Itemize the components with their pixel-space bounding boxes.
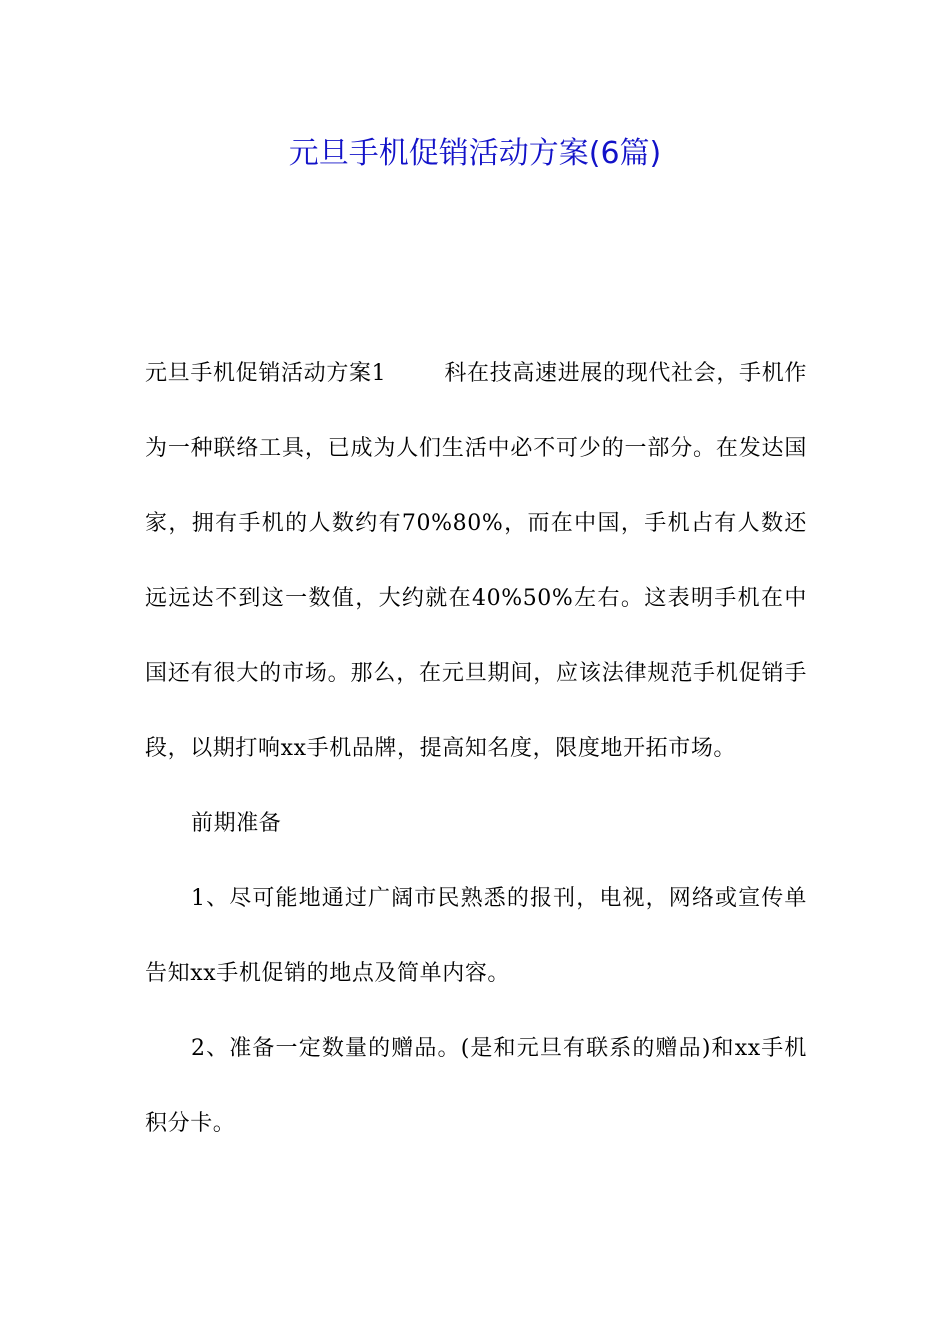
section-heading-plan-1: 元旦手机促销活动方案1 bbox=[145, 361, 387, 386]
section-heading-preparation: 前期准备 bbox=[191, 811, 282, 836]
list-item-2: 2、准备一定数量的赠品。(是和元旦有联系的赠品)和xx手机积分卡。 bbox=[145, 1036, 807, 1136]
document-body bbox=[145, 336, 807, 1161]
paragraph-intro-text: 科在技高速进展的现代社会，手机作为一种联络工具，已成为人们生活中必不可少的一部分。在发达国家，拥有手机的人数约有70%80%，而在中国，手机占有人数还远远达不到这一数值，大约就在40%50%左右。这表明手机在中国还有很大的市场。那么，在元旦期间，应该法律规范手机促销手段，以期打响xx手机品牌，提高知名度，限度地开拓市场。 bbox=[145, 361, 807, 761]
list-item-1: 1、尽可能地通过广阔市民熟悉的报刊，电视，网络或宣传单告知xx手机促销的地点及简单内容。 bbox=[145, 886, 807, 986]
paragraph-intro bbox=[145, 336, 807, 786]
document-title: 元旦手机促销活动方案(6篇) bbox=[288, 136, 662, 171]
